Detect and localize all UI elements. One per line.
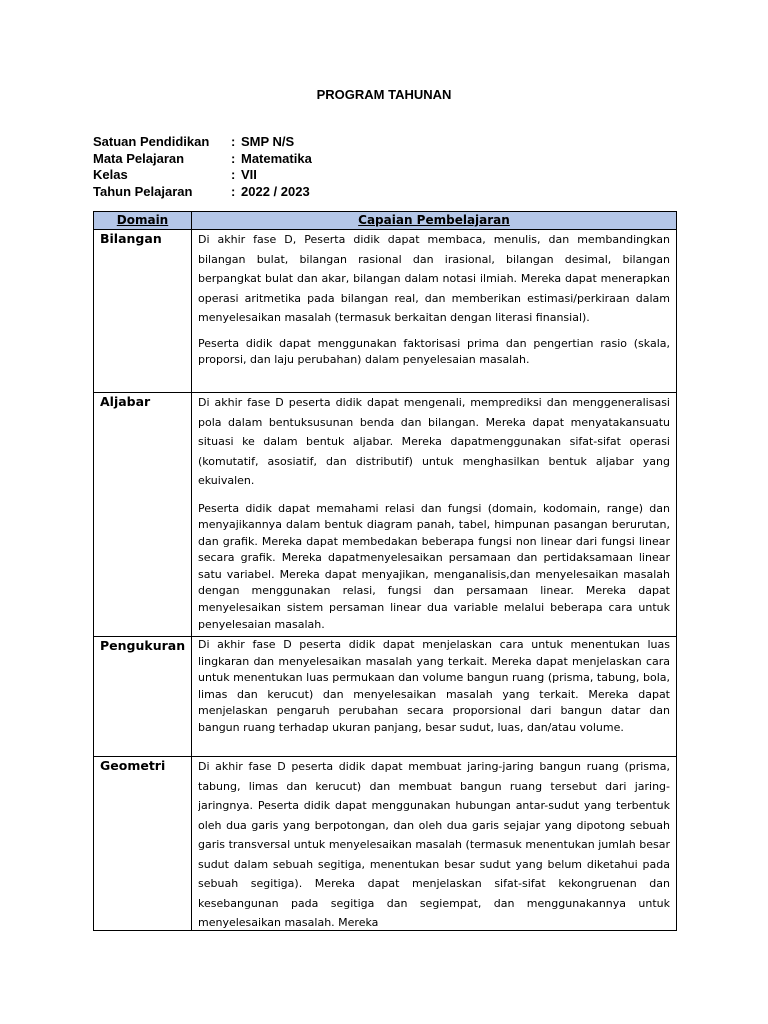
meta-label: Satuan Pendidikan: [93, 134, 210, 149]
meta-separator: :: [231, 183, 236, 199]
table-row: [94, 230, 677, 393]
meta-label: Tahun Pelajaran: [93, 183, 193, 199]
table-row: [94, 757, 677, 931]
capaian-table: [93, 211, 677, 931]
meta-separator: :: [231, 167, 236, 182]
capaian-cell: [192, 757, 677, 931]
meta-label: Kelas: [93, 167, 128, 182]
header-capaian: Capaian Pembelajaran: [192, 212, 677, 230]
domain-cell: Pengukuran: [94, 637, 192, 757]
meta-value: SMP N/S: [241, 134, 295, 149]
table-row: [94, 393, 677, 637]
meta-value: Matematika: [241, 150, 312, 166]
capaian-paragraph: Di akhir fase D, Peserta didik dapat membaca, menulis, dan membandingkan bilangan bulat, bilangan rasional dan irasional, bilangan desimal, bilangan berpangkat bulat dan akar, bilangan dalam notasi ilmiah. Mereka dapat menerapkan operasi aritmetika pada bilangan real, dan memberikan estimasi/perkiraan dalam menyelesaikan masalah (termasuk berkaitan dengan literasi finansial).: [198, 233, 670, 324]
page-title: PROGRAM TAHUNAN: [316, 87, 452, 102]
capaian-cell: [192, 637, 677, 757]
document-meta: [93, 134, 312, 200]
capaian-paragraph: Peserta didik dapat menggunakan faktorisasi prima dan pengertian rasio (skala, proporsi, dan laju perubahan) dalam penyelesaian masalah.: [198, 336, 670, 367]
meta-row-kelas: [93, 167, 312, 184]
capaian-paragraph: Di akhir fase D peserta didik dapat membuat jaring-jaring bangun ruang (prisma, tabung, limas dan kerucut) dan membuat bangun ruang tersebut dari jaring-jaringnya. Peserta didik dapat menggunakan hubungan antar-sudut yang terbentuk oleh dua garis yang berpotongan, dan oleh dua garis sejajar yang dipotong sebuah garis transversal untuk menyelesaikan masalah (termasuk menentukan jumlah besar sudut dalam sebuah segitiga, menentukan besar sudut yang belum diketahui pada sebuah segitiga). Mereka dapat menjelaskan sifat-sifat kekongruenan dan kesebangunan pada segitiga dan segiempat, dan menggunakannya untuk menyelesaikan masalah. Mereka: [198, 760, 670, 929]
meta-separator: :: [231, 150, 236, 166]
header-domain: Domain: [94, 212, 192, 230]
capaian-cell: [192, 230, 677, 393]
capaian-paragraph: Di akhir fase D peserta didik dapat menjelaskan cara untuk menentukan luas lingkaran dan menyelesaikan masalah yang terkait. Mereka dapat menjelaskan cara untuk menentukan luas permukaan dan volume bangun ruang (prisma, tabung, bola, limas dan kerucut) dan menyelesaikan masalah yang terkait. Mereka dapat menjelaskan pengaruh perubahan secara proporsional dari bangun datar dan bangun ruang terhadap ukuran panjang, besar sudut, luas, dan/atau volume.: [198, 638, 670, 734]
meta-label: Mata Pelajaran: [93, 150, 185, 166]
capaian-cell: [192, 393, 677, 637]
meta-value: 2022 / 2023: [241, 183, 310, 199]
meta-row-tahun-pelajaran: [93, 184, 312, 201]
table-header-row: [94, 212, 677, 230]
domain-cell: Geometri: [94, 757, 192, 931]
meta-separator: :: [231, 134, 236, 149]
domain-cell: Aljabar: [94, 393, 192, 637]
table-row: [94, 637, 677, 757]
meta-row-satuan-pendidikan: [93, 134, 312, 151]
meta-row-mata-pelajaran: [93, 151, 312, 168]
capaian-paragraph: Di akhir fase D peserta didik dapat mengenali, memprediksi dan menggeneralisasi pola dalam bentuksusunan benda dan bilangan. Mereka dapat menyatakansuatu situasi ke dalam bentuk aljabar. Mereka dapatmenggunakan sifat-sifat operasi (komutatif, asosiatif, dan distributif) untuk menghasilkan bentuk aljabar yang ekuivalen.: [198, 396, 670, 487]
meta-value: VII: [241, 167, 257, 182]
capaian-paragraph: Peserta didik dapat memahami relasi dan fungsi (domain, kodomain, range) dan menyajikannya dalam bentuk diagram panah, tabel, himpunan pasangan berurutan, dan grafik. Mereka dapat membedakan beberapa fungsi non linear dari fungsi linear secara grafik. Mereka dapatmenyelesaikan persamaan dan pertidaksamaan linear satu variabel. Mereka dapat menyajikan, menganalisis,dan menyelesaikan masalah dengan menggunakan relasi, fungsi dan persamaan linear. Mereka dapat menyelesaikan sistem persaman linear dua variable melalui beberapa cara untuk penyelesaian masalah.: [198, 501, 670, 631]
domain-cell: Bilangan: [94, 230, 192, 393]
